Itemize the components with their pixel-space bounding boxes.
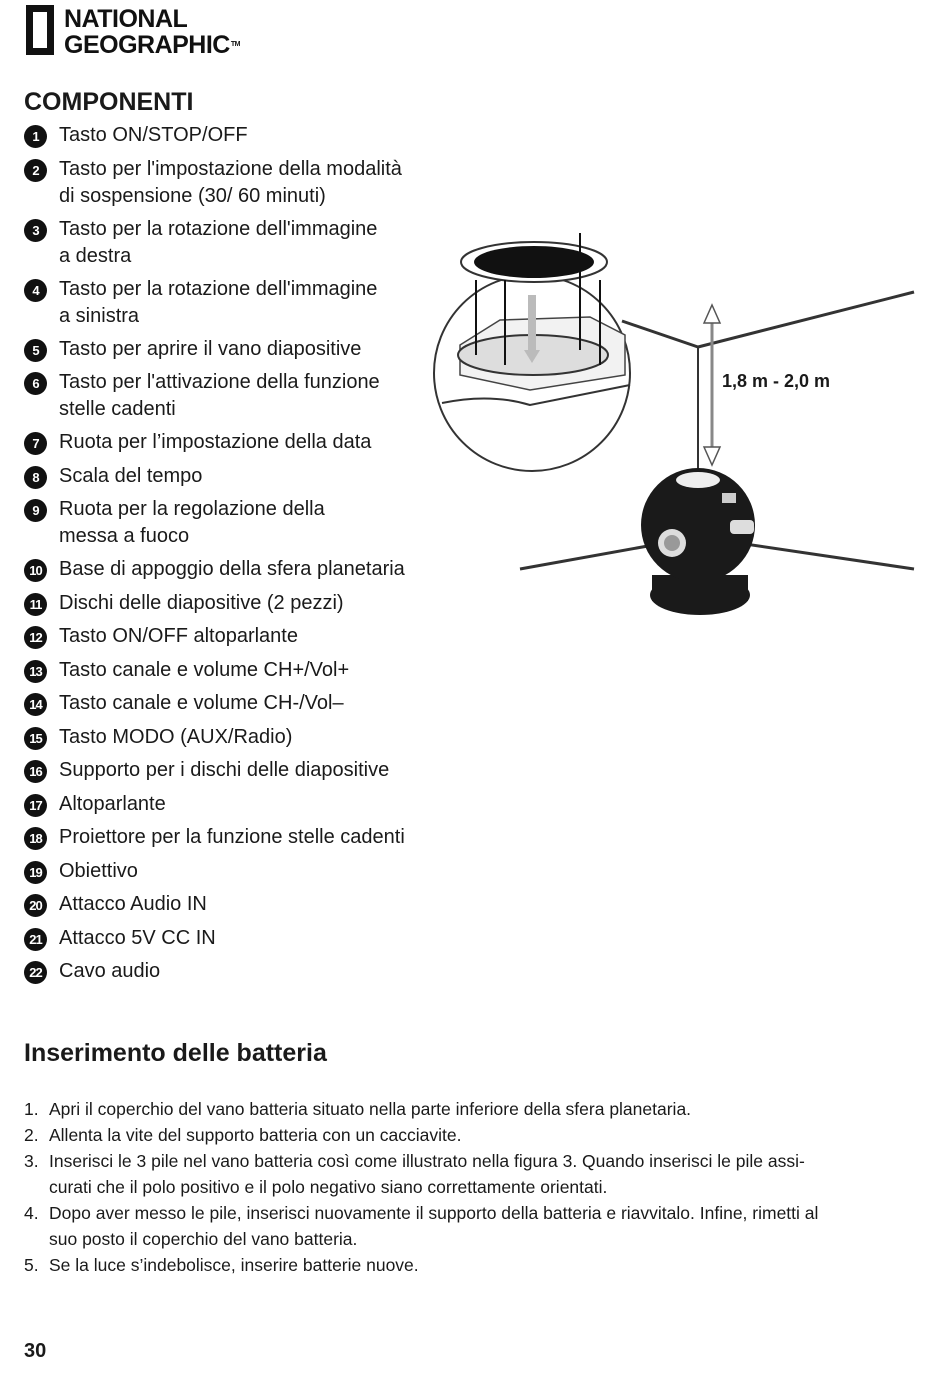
logo-yellow-border-icon [26,5,54,55]
component-label: Tasto ON/STOP/OFF [59,124,248,146]
component-number-badge: 15 [24,727,47,750]
component-label-continued: a sinistra [59,304,140,327]
component-item [24,690,444,717]
step-number: 4. [24,1203,39,1223]
section-title-inserimento-batteria: Inserimento delle batteria [24,1039,327,1067]
component-item [24,724,444,751]
component-number-badge: 6 [24,372,47,395]
page-number: 30 [24,1340,47,1362]
component-label: Tasto per la rotazione dell'immagine [59,217,378,240]
component-item [24,958,444,985]
component-number-badge: 19 [24,861,47,884]
projection-distance-illustration [430,225,925,625]
battery-step [24,1148,924,1200]
component-label-continued: messa a fuoco [59,525,190,547]
component-item [24,429,444,456]
component-label: Proiettore per la funzione stelle cadenti [59,826,405,848]
component-label: Tasto per aprire il vano diapositive [59,337,362,360]
step-number: 3. [24,1151,39,1171]
component-label: Tasto per l'attivazione della funzione [59,371,380,393]
logo-line-2-text: GEOGRAPHIC [64,31,230,59]
component-label: Ruota per l’impostazione della data [59,431,372,453]
component-item [24,216,444,270]
component-item [24,336,444,363]
component-label-continued: a destra [59,244,132,267]
component-label-continued: di sospensione (30/ 60 minuti) [59,184,326,207]
component-item [24,122,444,149]
component-item [24,276,444,330]
component-number-badge: 2 [24,159,47,182]
distance-arrow-icon [704,305,720,465]
component-label: Tasto per l'impostazione della modalità [59,157,402,180]
component-item [24,791,444,818]
step-number: 2. [24,1125,39,1145]
battery-step [24,1096,924,1122]
section-title-componenti: COMPONENTI [24,88,194,116]
component-label: Tasto canale e volume CH+/Vol+ [59,658,350,681]
component-number-badge: 12 [24,626,47,649]
component-label: Obiettivo [59,859,138,882]
component-number-badge: 7 [24,432,47,455]
step-text-continued: curati che il polo positivo e il polo negativo siano correttamente orientati. [49,1177,608,1197]
component-number-badge: 10 [24,559,47,582]
component-item [24,556,444,583]
component-number-badge: 16 [24,760,47,783]
component-number-badge: 13 [24,660,47,683]
component-number-badge: 14 [24,693,47,716]
component-item [24,757,444,784]
battery-step [24,1200,924,1252]
component-number-badge: 9 [24,499,47,522]
component-label: Attacco 5V CC IN [59,926,216,949]
component-label: Scala del tempo [59,464,203,487]
step-text: Se la luce s’indebolisce, inserire batterie nuove. [49,1255,419,1275]
component-item [24,463,444,490]
logo-trademark: TM [230,41,240,48]
component-item [24,657,444,684]
component-label: Dischi delle diapositive (2 pezzi) [59,591,344,614]
component-item [24,824,444,851]
logo-line-1: NATIONAL [64,5,188,33]
planetarium-globe-icon [641,468,755,615]
component-number-badge: 1 [24,125,47,148]
step-number: 5. [24,1255,39,1275]
step-text: Inserisci le 3 pile nel vano batteria così come illustrato nella figura 3. Quando inserisci le pile assi- [49,1151,805,1171]
step-text-continued: suo posto il coperchio del vano batteria. [49,1229,358,1249]
component-label: Tasto MODO (AUX/Radio) [59,725,293,748]
component-label: Ruota per la regolazione della [59,498,325,520]
distance-label: 1,8 m - 2,0 m [722,371,831,391]
step-text: Allenta la vite del supporto batteria con un cacciavite. [49,1125,462,1145]
component-item [24,590,444,617]
battery-steps-list [24,1096,924,1278]
component-number-badge: 4 [24,279,47,302]
component-number-badge: 20 [24,894,47,917]
component-label: Base di appoggio della sfera planetaria [59,558,405,580]
component-label: Cavo audio [59,960,161,982]
component-number-badge: 5 [24,339,47,362]
component-item [24,156,444,210]
component-item [24,496,444,550]
component-item [24,623,444,650]
component-item [24,369,444,423]
component-item [24,925,444,952]
battery-step [24,1252,924,1278]
wall-line-upper-right [698,292,914,347]
component-number-badge: 8 [24,466,47,489]
component-item [24,858,444,885]
step-number: 1. [24,1099,39,1119]
component-label: Supporto per i dischi delle diapositive [59,759,390,781]
component-number-badge: 18 [24,827,47,850]
national-geographic-logo [26,3,240,63]
step-text: Dopo aver messo le pile, inserisci nuovamente il supporto della batteria e riavvitalo. Infine, rimetti al [49,1203,819,1223]
component-number-badge: 21 [24,928,47,951]
battery-step [24,1122,924,1148]
component-label: Attacco Audio IN [59,893,207,915]
components-list [24,122,444,992]
component-label: Tasto ON/OFF altoparlante [59,625,298,647]
component-number-badge: 17 [24,794,47,817]
step-text: Apri il coperchio del vano batteria situato nella parte inferiore della sfera planetaria. [49,1099,692,1119]
component-number-badge: 22 [24,961,47,984]
component-number-badge: 3 [24,219,47,242]
component-label: Tasto per la rotazione dell'immagine [59,277,378,300]
component-label-continued: stelle cadenti [59,398,176,420]
logo-line-2 [64,32,240,58]
component-number-badge: 11 [24,593,47,616]
component-item [24,891,444,918]
component-label: Tasto canale e volume CH-/Vol– [59,692,344,714]
component-label: Altoparlante [59,792,166,815]
wall-line-upper-left [622,321,698,347]
logo-wordmark [64,6,240,58]
